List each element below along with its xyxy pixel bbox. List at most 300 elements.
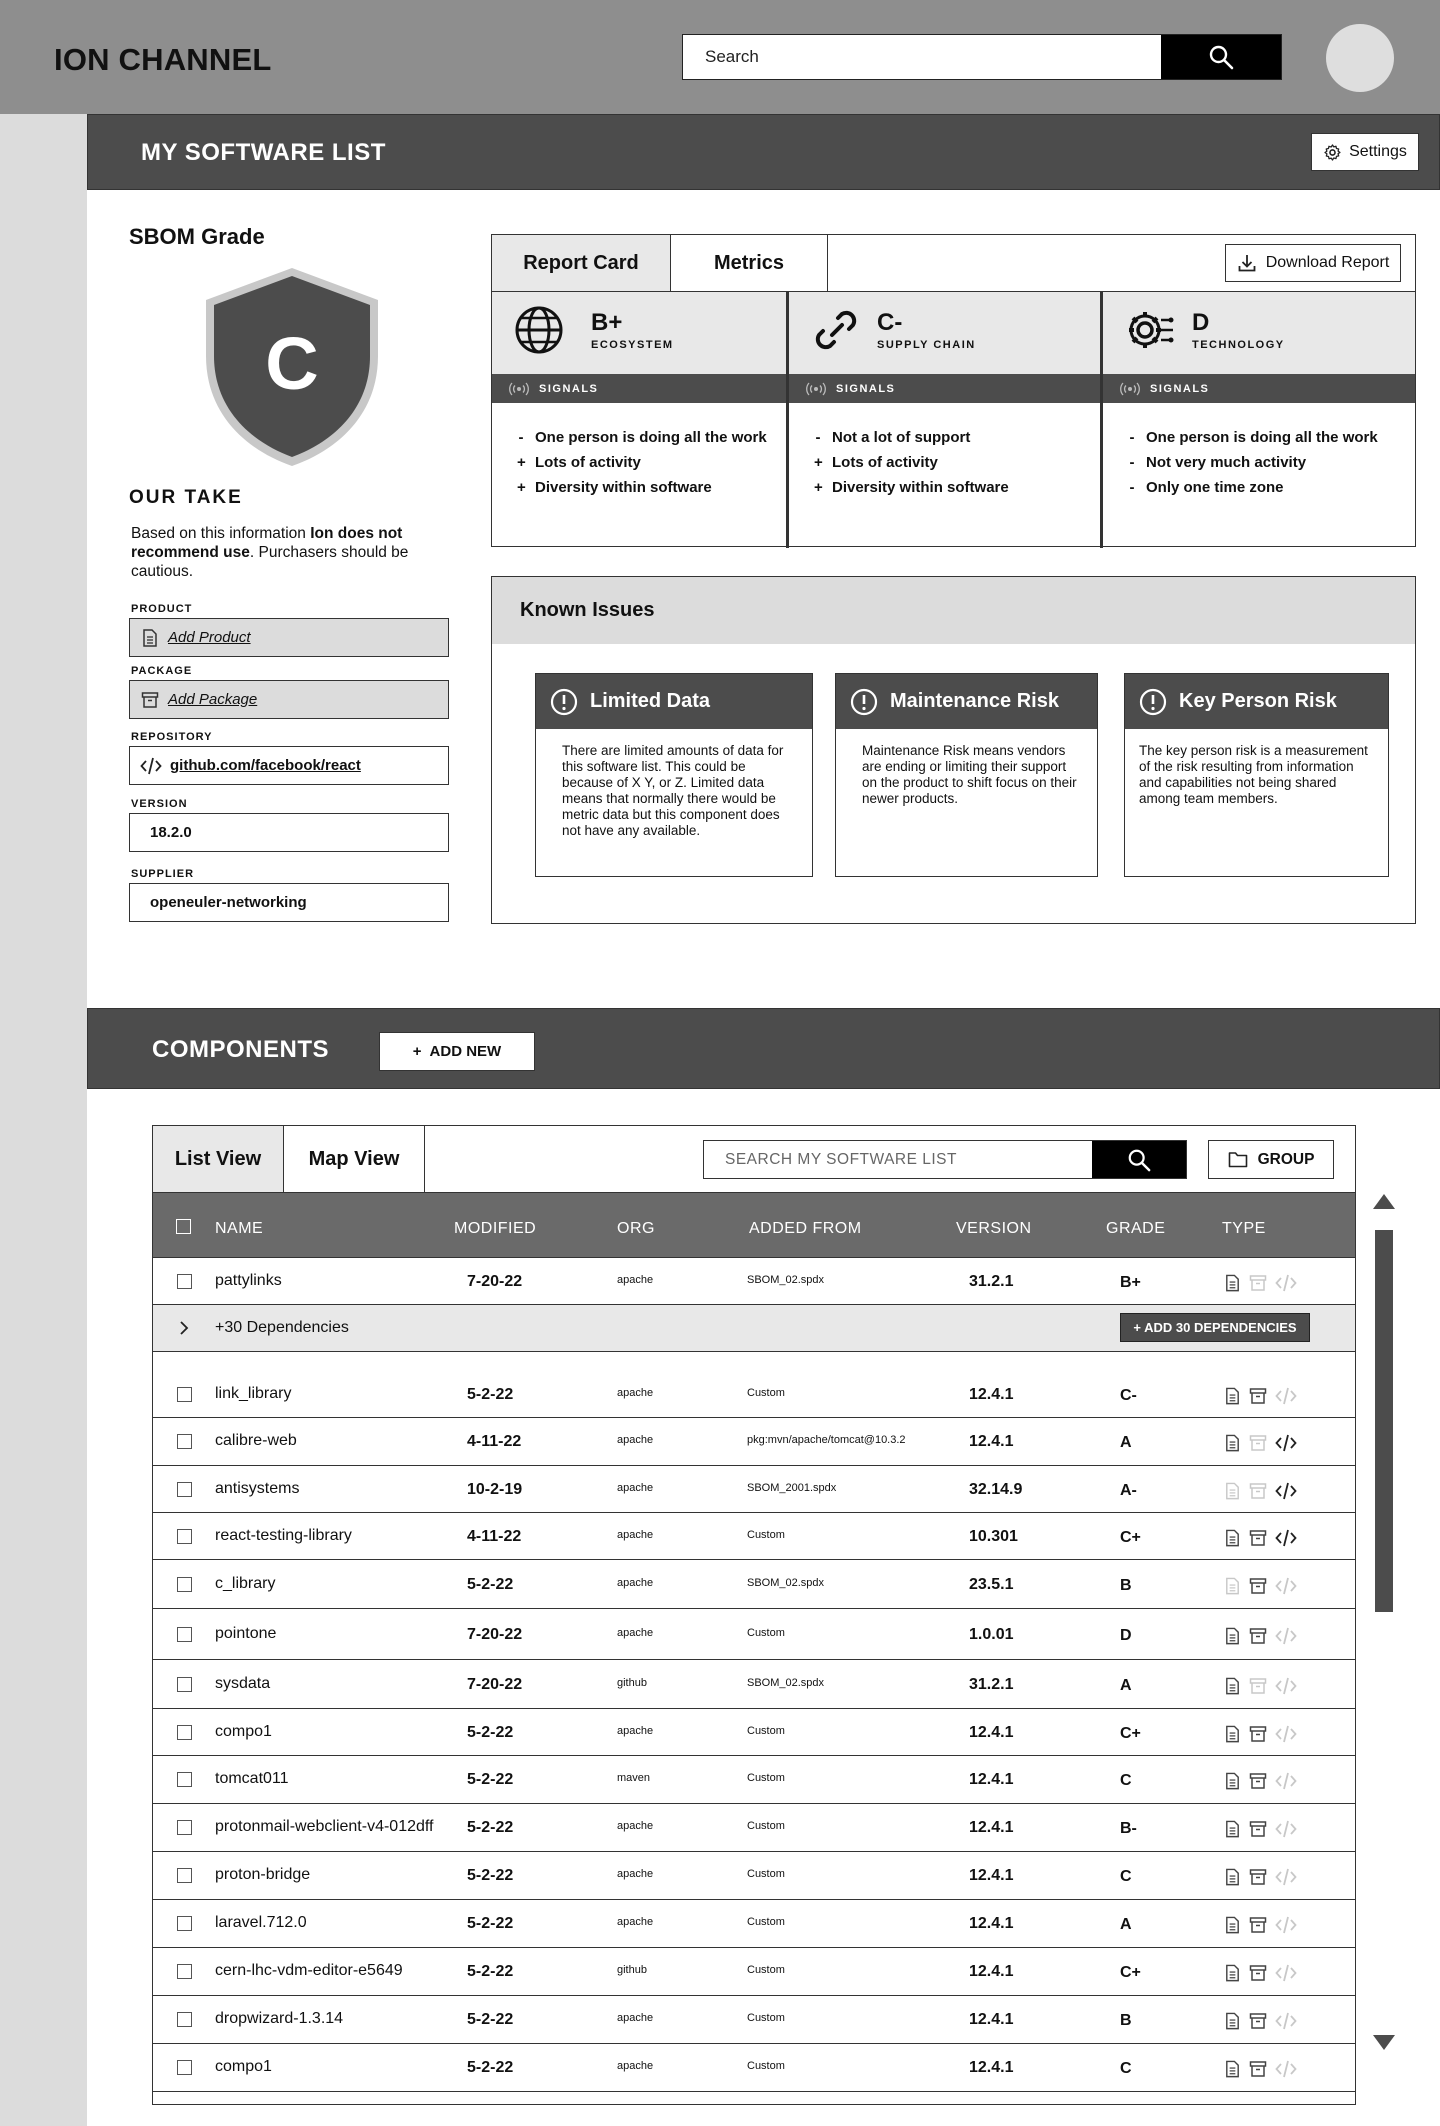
alert-icon [850,688,878,716]
table-row[interactable] [153,1660,1355,1709]
grade-technology [1100,291,1415,548]
code-icon[interactable] [1274,1771,1298,1791]
component-type-icons [1223,1915,1298,1935]
issue-title: Key Person Risk [1179,690,1337,712]
component-grade: C+ [1120,1964,1141,1981]
code-icon[interactable] [1274,1386,1298,1406]
software-list-header [87,114,1440,190]
component-modified: 5-2-22 [467,1963,514,1980]
component-modified: 5-2-22 [467,1867,514,1884]
component-modified: 5-2-22 [467,1724,514,1741]
component-version: 23.5.1 [969,1576,1014,1593]
package-label: PACKAGE [131,665,193,677]
table-row[interactable] [153,1852,1355,1900]
component-name[interactable]: antisystems [215,1480,300,1497]
table-row[interactable] [153,1513,1355,1560]
table-row[interactable] [153,1466,1355,1513]
brand-logo[interactable]: ION CHANNEL [54,42,272,77]
component-grade: A [1120,1916,1132,1933]
version-value: 18.2.0 [150,824,192,841]
component-grade: A [1120,1677,1132,1694]
group-button[interactable] [1208,1140,1334,1179]
component-org: apache [617,1387,654,1399]
component-org: apache [617,1529,654,1541]
product-field[interactable] [129,618,449,657]
document-icon[interactable] [1223,1819,1242,1839]
component-added-from: pkg:mvn/apache/tomcat@10.3.2 [747,1434,906,1446]
component-grade: A [1120,1434,1132,1451]
component-name[interactable]: react-testing-library [215,1527,352,1544]
component-type-icons [1223,1528,1298,1548]
component-grade: C [1120,2060,1132,2077]
repository-link[interactable]: github.com/facebook/react [170,757,361,774]
signal-item: - One person is doing all the work [1129,429,1378,446]
archive-icon[interactable] [1248,2011,1268,2031]
row-checkbox[interactable] [177,1387,192,1402]
component-grade: C+ [1120,1529,1141,1546]
signal-broadcast-icon [805,382,827,396]
code-icon[interactable] [1274,1915,1298,1935]
grade-supply-chain [786,291,1100,548]
component-added-from: SBOM_02.spdx [747,1677,825,1689]
row-checkbox[interactable] [177,1274,192,1289]
component-name[interactable]: calibre-web [215,1432,297,1449]
component-version: 12.4.1 [969,1867,1014,1884]
component-type-icons [1223,1963,1298,1983]
component-name[interactable]: protonmail-webclient-v4-012dff [215,1818,434,1835]
component-version: 10.301 [969,1528,1018,1545]
component-type-icons [1223,2011,1298,2031]
component-name[interactable]: proton-bridge [215,1866,311,1883]
component-org: apache [617,1627,654,1639]
document-icon[interactable] [1223,1771,1242,1791]
component-org: apache [617,1725,654,1737]
document-icon[interactable] [1223,1386,1242,1406]
archive-icon[interactable] [1248,1676,1268,1696]
archive-icon[interactable] [1248,1273,1268,1293]
signal-item: + Lots of activity [814,454,938,471]
signal-list [1128,425,1378,500]
component-name[interactable]: compo1 [215,2058,272,2075]
table-row[interactable] [153,1418,1355,1466]
signals-label: SIGNALS [1150,382,1210,395]
column-header-type[interactable]: TYPE [1222,1220,1266,1237]
add-dependencies-button[interactable]: + ADD 30 DEPENDENCIES [1120,1313,1310,1342]
sbom-grade-title: SBOM Grade [129,224,265,249]
component-modified: 5-2-22 [467,1819,514,1836]
scrollbar-thumb[interactable] [1375,1230,1393,1612]
component-org: apache [617,2012,654,2024]
components-table [152,1125,1356,2105]
code-icon[interactable] [1274,1481,1298,1501]
dependencies-label: +30 Dependencies [215,1319,349,1336]
table-search-button[interactable] [1092,1141,1186,1178]
row-checkbox[interactable] [177,1577,192,1592]
component-org: apache [617,2060,654,2072]
archive-icon[interactable] [1248,1867,1268,1887]
component-version: 31.2.1 [969,1676,1014,1693]
component-version: 12.4.1 [969,2011,1014,2028]
component-org: apache [617,1868,654,1880]
component-org: apache [617,1482,654,1494]
download-report-label: Download Report [1265,254,1390,271]
component-name[interactable]: c_library [215,1575,276,1592]
column-header-version[interactable]: VERSION [956,1220,1032,1237]
archive-icon [140,690,160,710]
component-name[interactable]: sysdata [215,1675,271,1692]
known-issues-panel [491,576,1416,924]
top-bar [0,0,1440,114]
code-icon[interactable] [1274,1819,1298,1839]
component-grade: D [1120,1627,1132,1644]
row-checkbox[interactable] [177,2012,192,2027]
global-search [682,34,1282,80]
component-org: apache [617,1434,654,1446]
signals-bar [789,374,1100,403]
alert-icon [550,688,578,716]
code-icon[interactable] [1274,1528,1298,1548]
component-org: apache [617,1916,654,1928]
row-checkbox[interactable] [177,1627,192,1642]
component-name[interactable]: tomcat011 [215,1770,289,1787]
signal-list [517,425,767,500]
component-name[interactable]: pointone [215,1625,277,1642]
product-label: PRODUCT [131,603,193,615]
component-version: 12.4.1 [969,1771,1014,1788]
main-content [87,114,1440,2126]
component-version: 31.2.1 [969,1273,1014,1290]
table-row[interactable] [153,1258,1355,1305]
signal-item: + Diversity within software [517,479,712,496]
component-modified: 5-2-22 [467,1576,514,1593]
component-type-icons [1223,1273,1298,1293]
component-name[interactable]: compo1 [215,1723,272,1740]
component-type-icons [1223,1576,1298,1596]
select-all-checkbox[interactable] [176,1219,191,1234]
component-added-from: Custom [747,2012,785,2024]
component-version: 12.4.1 [969,1724,1014,1741]
archive-icon[interactable] [1248,1724,1268,1744]
signals-bar [492,374,786,403]
component-version: 32.14.9 [969,1481,1023,1498]
component-type-icons [1223,1867,1298,1887]
component-org: maven [617,1772,651,1784]
archive-icon[interactable] [1248,1481,1268,1501]
document-icon[interactable] [1223,1433,1242,1453]
grade-category: TECHNOLOGY [1192,339,1285,351]
document-icon[interactable] [1223,2011,1242,2031]
document-icon[interactable] [1223,1576,1242,1596]
chevron-right-icon[interactable] [179,1321,189,1335]
archive-icon[interactable] [1248,1771,1268,1791]
table-header [153,1192,1355,1258]
archive-icon[interactable] [1248,1386,1268,1406]
archive-icon[interactable] [1248,1915,1268,1935]
component-added-from: Custom [747,1529,785,1541]
table-row[interactable] [153,1804,1355,1852]
document-icon [140,628,160,648]
row-checkbox[interactable] [177,1725,192,1740]
dependencies-row[interactable] [153,1305,1355,1352]
search-icon [1127,1148,1151,1172]
signals-bar [1103,374,1415,403]
code-icon[interactable] [1274,1867,1298,1887]
signal-item: + Diversity within software [814,479,1009,496]
component-type-icons [1223,1724,1298,1744]
tab-report-card[interactable]: Report Card [492,235,671,292]
signal-list [814,425,1009,500]
signal-item: + Lots of activity [517,454,641,471]
sbom-grade-letter: C [265,322,319,405]
supplier-field[interactable] [129,883,449,922]
archive-icon[interactable] [1248,1433,1268,1453]
grade-letter: B+ [591,309,623,336]
code-icon[interactable] [1274,1724,1298,1744]
repository-field[interactable] [129,746,449,785]
component-modified: 5-2-22 [467,1915,514,1932]
component-modified: 5-2-22 [467,2059,514,2076]
component-name[interactable]: pattylinks [215,1272,282,1289]
table-search-input[interactable] [704,1141,1092,1178]
signal-item: - Only one time zone [1129,479,1284,496]
issue-title: Limited Data [590,690,711,712]
component-modified: 7-20-22 [467,1676,523,1693]
row-checkbox[interactable] [177,1529,192,1544]
component-added-from: Custom [747,2060,785,2072]
document-icon[interactable] [1223,1528,1242,1548]
component-added-from: Custom [747,1916,785,1928]
global-search-button[interactable] [1161,35,1281,79]
component-type-icons [1223,2059,1298,2079]
table-search [703,1140,1187,1179]
archive-icon[interactable] [1248,1819,1268,1839]
component-type-icons [1223,1676,1298,1696]
component-grade: C+ [1120,1725,1141,1742]
issue-description: Maintenance Risk means vendors are ending or limiting their support on the product to shift focus on their newer products. [862,743,1077,806]
code-icon[interactable] [1274,1626,1298,1646]
component-name[interactable]: dropwizard-1.3.14 [215,2010,344,2027]
signal-item: - Not very much activity [1129,454,1307,471]
link-icon [811,304,861,356]
document-icon[interactable] [1223,1867,1242,1887]
column-header-modified[interactable]: MODIFIED [454,1220,537,1237]
tab-list-view[interactable]: List View [153,1126,284,1192]
row-checkbox[interactable] [177,1964,192,1979]
table-row[interactable] [153,1948,1355,1996]
code-icon[interactable] [1274,1676,1298,1696]
code-icon[interactable] [1274,2059,1298,2079]
row-checkbox[interactable] [177,1677,192,1692]
component-grade: B [1120,1577,1132,1594]
folder-icon [1228,1151,1248,1168]
component-grade: B- [1120,1820,1137,1837]
row-checkbox[interactable] [177,1772,192,1787]
table-row[interactable] [153,1996,1355,2044]
signal-item: - One person is doing all the work [518,429,767,446]
component-type-icons [1223,1481,1298,1501]
group-label: GROUP [1257,1150,1315,1168]
table-row[interactable] [153,1709,1355,1756]
document-icon[interactable] [1223,2059,1242,2079]
gear-icon [1323,143,1342,162]
alert-icon [1139,688,1167,716]
component-name[interactable]: link_library [215,1385,292,1402]
issue-card-limited-data[interactable] [535,673,813,877]
known-issues-title: Known Issues [520,599,655,621]
row-checkbox[interactable] [177,2060,192,2075]
code-icon [140,756,162,776]
component-grade: C- [1120,1387,1137,1404]
code-icon[interactable] [1274,1433,1298,1453]
report-card-panel [491,234,1416,547]
component-modified: 7-20-22 [467,1273,523,1290]
component-added-from: SBOM_2001.spdx [747,1482,837,1494]
add-new-label: ADD NEW [429,1043,502,1060]
shield-grade-badge [200,264,384,470]
supplier-label: SUPPLIER [131,868,195,880]
our-take-title: OUR TAKE [129,487,243,508]
supplier-value: openeuler-networking [150,894,307,911]
document-icon[interactable] [1223,1273,1242,1293]
repository-label: REPOSITORY [131,731,213,743]
grade-category: ECOSYSTEM [591,339,674,351]
tab-metrics[interactable]: Metrics [671,235,828,292]
signal-item: - Not a lot of support [815,429,971,446]
document-icon[interactable] [1223,1724,1242,1744]
row-checkbox[interactable] [177,1916,192,1931]
column-header-name[interactable]: NAME [215,1220,264,1237]
component-added-from: Custom [747,1627,785,1639]
table-row[interactable] [153,1900,1355,1948]
component-added-from: Custom [747,1820,785,1832]
component-added-from: Custom [747,1868,785,1880]
grade-letter: C- [877,309,903,336]
page-title: MY SOFTWARE LIST [141,139,386,166]
component-org: github [617,1677,647,1689]
archive-icon[interactable] [1248,1576,1268,1596]
components-title: COMPONENTS [152,1036,330,1063]
package-field[interactable] [129,680,449,719]
code-icon[interactable] [1274,1273,1298,1293]
component-modified: 5-2-22 [467,2011,514,2028]
settings-label: Settings [1349,143,1407,160]
issue-title: Maintenance Risk [890,690,1059,712]
signals-label: SIGNALS [539,382,599,395]
component-version: 12.4.1 [969,1963,1014,1980]
component-modified: 7-20-22 [467,1626,523,1643]
component-added-from: Custom [747,1964,785,1976]
component-name[interactable]: laravel.712.0 [215,1914,307,1931]
settings-button[interactable] [1311,133,1419,171]
component-grade: C [1120,1772,1132,1789]
component-type-icons [1223,1626,1298,1646]
component-version: 12.4.1 [969,1915,1014,1932]
component-added-from: Custom [747,1387,785,1399]
document-icon[interactable] [1223,1915,1242,1935]
code-icon[interactable] [1274,1963,1298,1983]
scroll-up-arrow[interactable] [1373,1194,1395,1209]
component-modified: 4-11-22 [467,1528,522,1545]
component-version: 12.4.1 [969,1433,1014,1450]
plus-icon: + [412,1043,422,1060]
component-org: apache [617,1820,654,1832]
table-row[interactable] [153,1371,1355,1418]
add-package-link[interactable]: Add Package [168,691,258,708]
archive-icon[interactable] [1248,1528,1268,1548]
row-checkbox[interactable] [177,1434,192,1449]
our-take-text: Based on this information Ion does not recommend use. Purchasers should be cautious. [131,525,409,580]
archive-icon[interactable] [1248,1963,1268,1983]
signals-label: SIGNALS [836,382,896,395]
column-header-grade[interactable]: GRADE [1106,1220,1166,1237]
component-type-icons [1223,1771,1298,1791]
search-icon [1208,44,1234,70]
component-grade: B+ [1120,1274,1141,1291]
component-modified: 4-11-22 [467,1433,522,1450]
column-header-added-from[interactable]: ADDED FROM [749,1220,862,1237]
component-type-icons [1223,1819,1298,1839]
component-modified: 5-2-22 [467,1386,514,1403]
component-modified: 5-2-22 [467,1771,514,1788]
tab-map-view[interactable]: Map View [284,1126,425,1192]
component-org: apache [617,1577,654,1589]
issue-card-maintenance-risk[interactable] [835,673,1098,877]
code-icon[interactable] [1274,1576,1298,1596]
document-icon[interactable] [1223,1963,1242,1983]
archive-icon[interactable] [1248,1626,1268,1646]
row-checkbox[interactable] [177,1482,192,1497]
user-avatar[interactable] [1326,24,1394,92]
add-product-link[interactable]: Add Product [168,629,251,646]
row-checkbox[interactable] [177,1820,192,1835]
version-field[interactable] [129,813,449,852]
component-grade: C [1120,1868,1132,1885]
column-header-org[interactable]: ORG [617,1220,655,1237]
document-icon[interactable] [1223,1676,1242,1696]
row-checkbox[interactable] [177,1868,192,1883]
add-new-button[interactable] [379,1032,535,1071]
component-added-from: SBOM_02.spdx [747,1274,825,1286]
table-row[interactable] [153,1609,1355,1660]
table-row[interactable] [153,1756,1355,1804]
code-icon[interactable] [1274,2011,1298,2031]
grade-ecosystem [492,291,786,548]
component-version: 1.0.01 [969,1626,1014,1643]
component-added-from: Custom [747,1725,785,1737]
component-added-from: Custom [747,1772,785,1784]
component-modified: 10-2-19 [467,1481,523,1498]
components-header [87,1008,1440,1089]
signal-broadcast-icon [508,382,530,396]
table-row[interactable] [153,2044,1355,2092]
download-report-button[interactable] [1225,244,1401,282]
document-icon[interactable] [1223,1626,1242,1646]
component-org: apache [617,1274,654,1286]
global-search-input[interactable] [683,35,1161,79]
scroll-down-arrow[interactable] [1373,2035,1395,2050]
component-version: 12.4.1 [969,1386,1014,1403]
issue-card-key-person-risk[interactable] [1124,673,1389,877]
signal-broadcast-icon [1119,382,1141,396]
component-version: 12.4.1 [969,2059,1014,2076]
component-name[interactable]: cern-lhc-vdm-editor-e5649 [215,1962,403,1979]
archive-icon[interactable] [1248,2059,1268,2079]
component-grade: B [1120,2012,1132,2029]
gear-circuit-icon [1125,304,1177,356]
component-org: github [617,1964,647,1976]
document-icon[interactable] [1223,1481,1242,1501]
table-row[interactable] [153,1560,1355,1609]
